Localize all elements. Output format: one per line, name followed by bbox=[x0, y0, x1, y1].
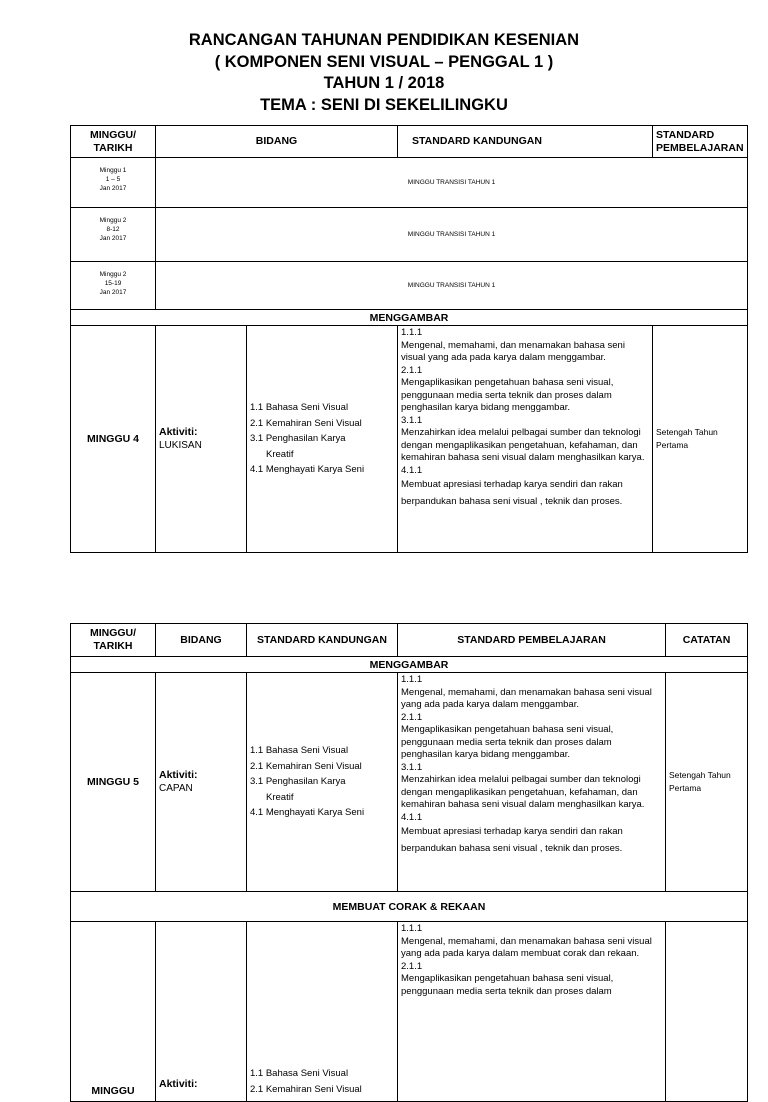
section-heading: MENGGAMBAR bbox=[71, 310, 748, 326]
aktiviti-label: Aktiviti: bbox=[159, 769, 198, 781]
header-bidang: BIDANG bbox=[156, 624, 247, 657]
transition-week-cell: Minggu 2 8-12 Jan 2017 bbox=[71, 208, 156, 262]
header-minggu: MINGGU/ TARIKH bbox=[71, 624, 156, 657]
section-row bbox=[71, 657, 748, 673]
title-line-4: TEMA : SENI DI SEKELILINGKU bbox=[260, 95, 508, 114]
aktiviti-value: LUKISAN bbox=[159, 440, 202, 451]
standard-kandungan-cell: 1.1 Bahasa Seni Visual 2.1 Kemahiran Seni Visual 3.1 Penghasilan Karya Kreatif 4.1 Menghayati Karya Seni bbox=[247, 673, 398, 892]
transition-message: MINGGU TRANSISI TAHUN 1 bbox=[156, 158, 748, 208]
header-standard-pembelajaran: STANDARD PEMBELAJARAN bbox=[653, 126, 748, 158]
aktiviti-label: Aktiviti: bbox=[159, 426, 198, 438]
week-row bbox=[71, 326, 748, 553]
plan-table-1 bbox=[70, 125, 748, 553]
aktiviti-cell bbox=[156, 922, 247, 1102]
section-row bbox=[71, 310, 748, 326]
catatan-cell: Setengah Tahun Pertama bbox=[666, 673, 748, 892]
transition-message: MINGGU TRANSISI TAHUN 1 bbox=[156, 262, 748, 310]
plan-table-2 bbox=[70, 623, 748, 1102]
week-row bbox=[71, 922, 748, 1102]
title-line-3: TAHUN 1 / 2018 bbox=[323, 74, 445, 92]
section-heading: MEMBUAT CORAK & REKAAN bbox=[71, 892, 748, 922]
aktiviti-value: CAPAN bbox=[159, 783, 193, 794]
transition-message: MINGGU TRANSISI TAHUN 1 bbox=[156, 208, 748, 262]
aktiviti-label: Aktiviti: bbox=[159, 1078, 198, 1090]
header-standard-kandungan: STANDARD KANDUNGAN bbox=[247, 624, 398, 657]
table1-header-row bbox=[71, 126, 748, 158]
section-heading: MENGGAMBAR bbox=[71, 657, 748, 673]
catatan-cell: Setengah Tahun Pertama bbox=[653, 326, 748, 553]
header-standard-pembelajaran: STANDARD PEMBELAJARAN bbox=[398, 624, 666, 657]
title-line-2: ( KOMPONEN SENI VISUAL – PENGGAL 1 ) bbox=[214, 52, 554, 71]
week-label: MINGGU 5 bbox=[71, 673, 156, 892]
catatan-cell bbox=[666, 922, 748, 1102]
transition-row bbox=[71, 158, 748, 208]
document-title-block bbox=[0, 30, 768, 116]
title-line-1: RANCANGAN TAHUNAN PENDIDIKAN KESENIAN bbox=[188, 31, 580, 49]
standard-kandungan-cell: 1.1 Bahasa Seni Visual 2.1 Kemahiran Seni Visual 3.1 Penghasilan Karya Kreatif 4.1 Menghayati Karya Seni bbox=[247, 326, 398, 553]
standard-kandungan-cell: 1.1 Bahasa Seni Visual 2.1 Kemahiran Seni Visual bbox=[247, 922, 398, 1102]
transition-week-cell: Minggu 1 1 – 5 Jan 2017 bbox=[71, 158, 156, 208]
aktiviti-cell bbox=[156, 326, 247, 553]
standard-pembelajaran-cell: 1.1.1 Mengenal, memahami, dan menamakan bahasa seni visual yang ada pada karya dalam menggambar. 2.1.1 Mengaplikasikan pengetahuan bahasa seni visual, penggunaan media serta teknik dan proses dalam penghasilan karya bidang menggambar. 3.1.1 Menzahirkan idea melalui pelbagai sumber dan teknologi dengan mengaplikasikan pengetahuan, kefahaman, dan kemahiran bahasa seni visual dalam menghasilkan karya. 4.1.1 Membuat apresiasi terhadap karya sendiri dan rakan berpandukan bahasa seni visual , teknik dan proses. bbox=[398, 326, 653, 553]
transition-row bbox=[71, 262, 748, 310]
header-standard-kandungan: STANDARD KANDUNGAN bbox=[398, 126, 653, 158]
week-row bbox=[71, 673, 748, 892]
section-row bbox=[71, 892, 748, 922]
aktiviti-cell bbox=[156, 673, 247, 892]
standard-pembelajaran-cell: 1.1.1 Mengenal, memahami, dan menamakan bahasa seni visual yang ada pada karya dalam membuat corak dan rekaan. 2.1.1 Mengaplikasikan pengetahuan bahasa seni visual, penggunaan media serta teknik dan proses dalam bbox=[398, 922, 666, 1102]
transition-row bbox=[71, 208, 748, 262]
week-label: MINGGU bbox=[71, 922, 156, 1102]
header-bidang: BIDANG bbox=[156, 126, 398, 158]
standard-pembelajaran-cell: 1.1.1 Mengenal, memahami, dan menamakan bahasa seni visual yang ada pada karya dalam menggambar. 2.1.1 Mengaplikasikan pengetahuan bahasa seni visual, penggunaan media serta teknik dan proses dalam penghasilan karya bidang menggambar. 3.1.1 Menzahirkan idea melalui pelbagai sumber dan teknologi dengan mengaplikasikan pengetahuan, kefahaman, dan kemahiran bahasa seni visual dalam menghasilkan karya. 4.1.1 Membuat apresiasi terhadap karya sendiri dan rakan berpandukan bahasa seni visual , teknik dan proses. bbox=[398, 673, 666, 892]
header-catatan: CATATAN bbox=[666, 624, 748, 657]
week-label: MINGGU 4 bbox=[71, 326, 156, 553]
table2-header-row bbox=[71, 624, 748, 657]
transition-week-cell: Minggu 2 15-19 Jan 2017 bbox=[71, 262, 156, 310]
header-minggu: MINGGU/ TARIKH bbox=[71, 126, 156, 158]
